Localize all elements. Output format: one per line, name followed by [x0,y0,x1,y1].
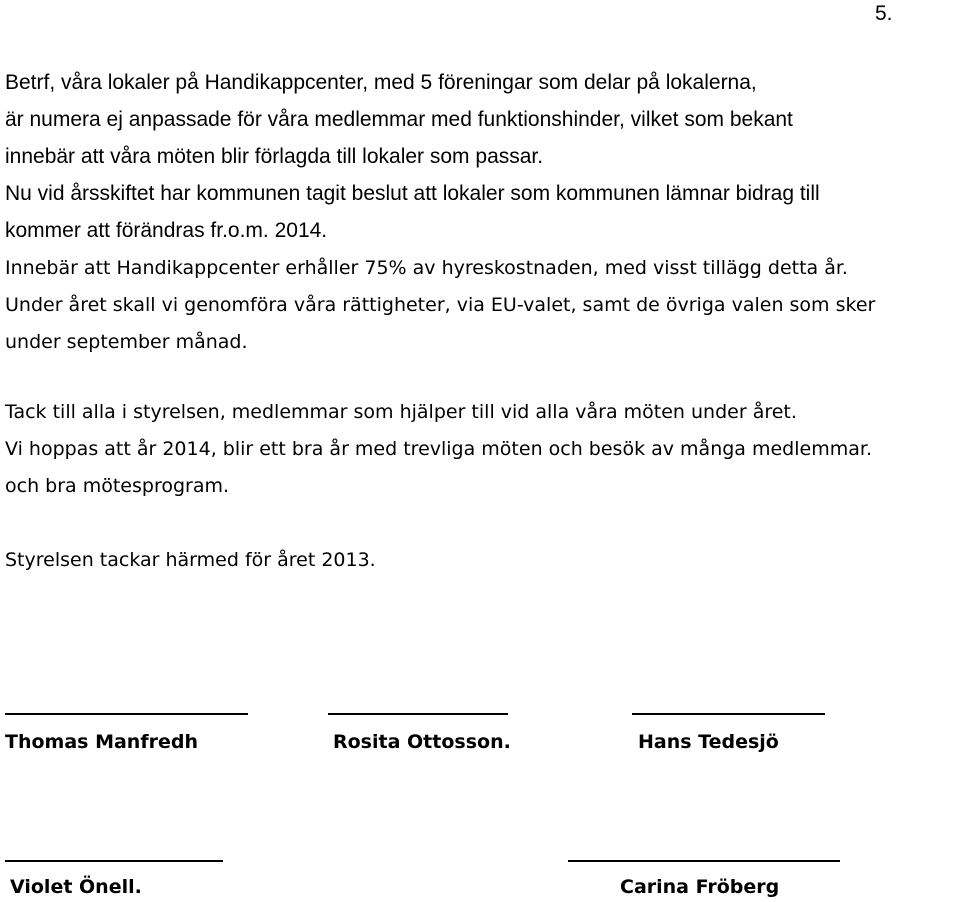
text-line: och bra mötesprogram. [5,475,230,497]
signature-name: Rosita Ottosson. [333,731,511,753]
signature-line [328,713,508,715]
text-line: under september månad. [5,331,248,353]
signature-line [632,713,825,715]
signature-line [5,860,223,862]
text-line: Under året skall vi genomföra våra rättigheter, via EU-valet, samt de övriga valen som sker [5,294,876,316]
signature-name: Thomas Manfredh [5,731,198,753]
signature-line [568,860,840,862]
text-line: Tack till alla i styrelsen, medlemmar som hjälper till vid alla våra möten under året. [5,401,797,423]
text-line: innebär att våra möten blir förlagda till lokaler som passar. [5,145,544,168]
signature-line [5,713,248,715]
text-line: Innebär att Handikappcenter erhåller 75% av hyreskostnaden, med visst tillägg detta år. [5,257,848,279]
text-line: Nu vid årsskiftet har kommunen tagit beslut att lokaler som kommunen lämnar bidrag till [5,182,820,205]
text-line: är numera ej anpassade för våra medlemmar med funktionshinder, vilket som bekant [5,108,793,131]
closing-line: Styrelsen tackar härmed för året 2013. [5,549,376,571]
text-line: Betrf, våra lokaler på Handikappcenter, med 5 föreningar som delar på lokalerna, [5,71,757,94]
page-number: 5. [875,2,893,25]
text-line: Vi hoppas att år 2014, blir ett bra år med trevliga möten och besök av många medlemmar. [5,438,872,460]
text-line: kommer att förändras fr.o.m. 2014. [5,219,328,242]
signature-name: Violet Önell. [10,876,142,898]
signature-name: Hans Tedesjö [638,731,779,753]
signature-name: Carina Fröberg [620,876,780,898]
